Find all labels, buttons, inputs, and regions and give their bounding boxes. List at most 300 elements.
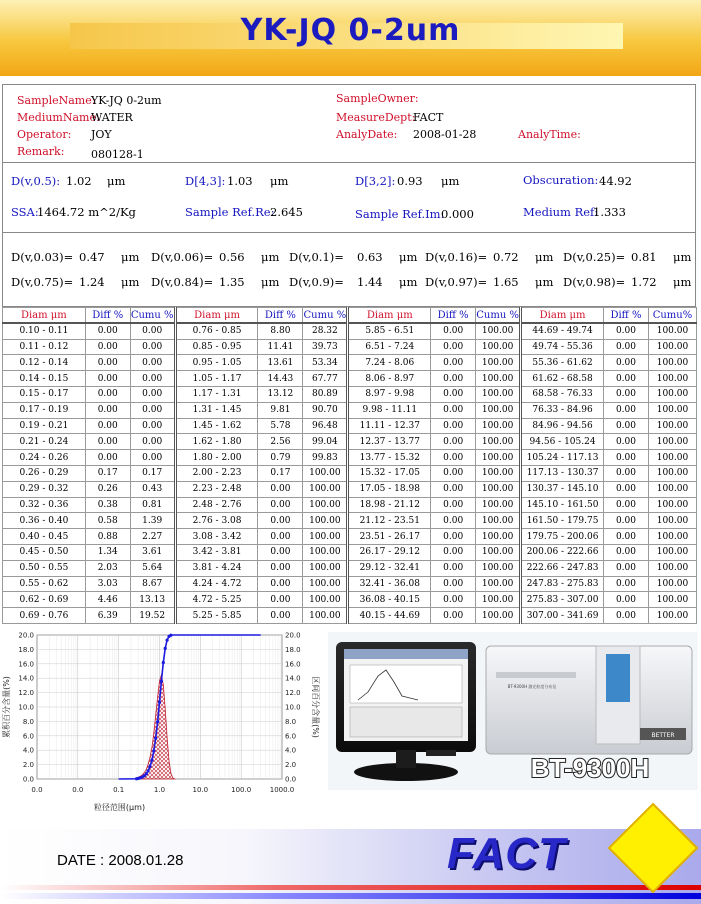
y-tick-label-right: 8.0 [285,717,297,726]
table-cell: 100.00 [303,576,348,592]
table-cell: 7.24 - 8.06 [348,355,431,371]
table-cell: 0.00 [85,418,130,434]
table-cell: 100.00 [648,481,696,497]
table-cell: 161.50 - 179.75 [521,513,604,529]
table-cell: 15.32 - 17.05 [348,465,431,481]
percentile-label: D(v,0.97)= [425,275,488,289]
table-cell: 100.00 [476,465,521,481]
table-cell: 100.00 [476,608,521,624]
remark-label: Remark: [17,145,65,158]
table-cell: 26.17 - 29.12 [348,544,431,560]
table-cell: 0.50 - 0.55 [3,560,86,576]
percentile-unit: μm [535,250,554,264]
cumulative-point [154,737,157,740]
analyzer-illustration [328,632,698,790]
table-cell: 0.00 [258,560,303,576]
table-cell: 105.24 - 117.13 [521,450,604,466]
y-tick-label-right: 14.0 [285,674,301,683]
table-cell: 53.34 [303,355,348,371]
table-cell: 0.62 - 0.69 [3,592,86,608]
table-cell: 0.29 - 0.32 [3,481,86,497]
table-cell: 0.00 [130,355,175,371]
table-cell: 0.00 [85,339,130,355]
percentile-unit: μm [121,250,140,264]
y-tick-label-left: 0.0 [22,775,34,784]
table-cell: 0.69 - 0.76 [3,608,86,624]
y-tick-label-left: 20.0 [18,631,34,640]
table-cell: 3.08 - 3.42 [175,529,258,545]
table-cell: 100.00 [476,576,521,592]
table-cell: 100.00 [476,371,521,387]
table-cell: 0.00 [431,450,476,466]
analy-date-value: 2008-01-28 [413,128,477,141]
table-cell: 0.00 [604,481,649,497]
yellow-diamond-icon [607,802,699,894]
sample-name-label: SampleName: [17,94,96,107]
table-header-row [3,308,697,324]
x-tick-label: 0.1 [113,786,125,794]
table-cell: 0.58 [85,513,130,529]
table-cell: 179.75 - 200.06 [521,529,604,545]
distribution-chart [0,627,320,822]
table-cell: 0.00 [431,513,476,529]
table-cell: 8.80 [258,323,303,339]
table-row [3,529,697,545]
table-cell: 13.77 - 15.32 [348,450,431,466]
percentile-label: D(v,0.75)= [11,275,74,289]
table-cell: 0.00 [258,529,303,545]
table-cell: 0.95 - 1.05 [175,355,258,371]
dv05-value: 1.02 [66,174,92,188]
ref-im-value: 0.000 [441,207,474,221]
cumulative-point [162,661,165,664]
table-cell: 0.00 [130,434,175,450]
table-cell: 4.72 - 5.25 [175,592,258,608]
table-cell: 0.11 - 0.12 [3,339,86,355]
cumulative-point [148,765,151,768]
y-tick-label-left: 18.0 [18,645,34,654]
table-cell: 0.21 - 0.24 [3,434,86,450]
table-cell: 100.00 [476,513,521,529]
table-row [3,339,697,355]
column-header: Diam μm [521,308,604,324]
table-cell: 100.00 [476,560,521,576]
table-cell: 0.00 [258,608,303,624]
x-axis-label: 粒径范围(μm) [93,803,146,812]
table-cell: 0.17 [258,465,303,481]
table-cell: 0.45 - 0.50 [3,544,86,560]
measure-dept-value: FACT [413,111,444,124]
table-cell: 1.34 [85,544,130,560]
table-cell: 0.00 [258,481,303,497]
operator-value: JOY [91,128,112,141]
table-cell: 100.00 [303,544,348,560]
table-cell: 0.00 [431,481,476,497]
percentile-value: 1.72 [631,275,657,289]
table-cell: 0.00 [604,371,649,387]
brand-label: BETTER [651,732,675,739]
analy-time-label: AnalyTime: [518,128,581,141]
table-cell: 100.00 [303,560,348,576]
d32-value: 0.93 [397,174,423,188]
table-cell: 275.83 - 307.00 [521,592,604,608]
table-cell: 200.06 - 222.66 [521,544,604,560]
column-header: Diam μm [348,308,431,324]
table-row [3,434,697,450]
table-cell: 23.51 - 26.17 [348,529,431,545]
medium-ref-label: Medium Ref: [523,205,599,219]
operator-label: Operator: [17,128,72,141]
table-cell: 0.00 [431,339,476,355]
monitor-icon [336,642,476,781]
table-cell: 0.17 [85,465,130,481]
column-header: Diff % [604,308,649,324]
percentile-label: D(v,0.98)= [563,275,626,289]
percentile-value: 0.56 [219,250,245,264]
percentile-unit: μm [261,250,280,264]
ref-re-label: Sample Ref.Re: [185,205,275,219]
table-cell: 13.13 [130,592,175,608]
table-cell: 307.00 - 341.69 [521,608,604,624]
table-cell: 55.36 - 61.62 [521,355,604,371]
table-cell: 100.00 [476,592,521,608]
percentile-label: D(v,0.03)= [11,250,74,264]
column-header: Cumu % [130,308,175,324]
table-cell: 247.83 - 275.83 [521,576,604,592]
percentile-unit: μm [399,275,418,289]
table-cell: 21.12 - 23.51 [348,513,431,529]
table-cell: 145.10 - 161.50 [521,497,604,513]
table-row [3,402,697,418]
table-cell: 0.00 [431,608,476,624]
table-cell: 0.00 [130,386,175,402]
table-cell: 5.64 [130,560,175,576]
table-cell: 100.00 [648,513,696,529]
d32-unit: μm [441,174,460,188]
percentile-value: 1.65 [493,275,519,289]
table-cell: 2.76 - 3.08 [175,513,258,529]
table-cell: 0.00 [130,402,175,418]
table-cell: 0.00 [431,402,476,418]
percentile-unit: μm [673,250,692,264]
d32-label: D[3,2]: [355,174,396,188]
percentile-unit: μm [399,250,418,264]
table-cell: 0.00 [604,592,649,608]
table-cell: 2.56 [258,434,303,450]
y-tick-label-left: 8.0 [22,717,34,726]
table-cell: 2.48 - 2.76 [175,497,258,513]
table-cell: 1.80 - 2.00 [175,450,258,466]
table-cell: 0.00 [431,560,476,576]
table-cell: 0.00 [431,576,476,592]
percentile-unit: μm [673,275,692,289]
model-name: BT-9300H [530,753,650,783]
table-cell: 2.27 [130,529,175,545]
table-cell: 100.00 [648,355,696,371]
table-cell: 9.98 - 11.11 [348,402,431,418]
table-cell: 222.66 - 247.83 [521,560,604,576]
device-panel-label: BT-9300H 激光粒度分布仪 [507,684,557,689]
table-cell: 0.00 [130,323,175,339]
table-cell: 100.00 [476,434,521,450]
table-cell: 11.41 [258,339,303,355]
y-tick-label-left: 10.0 [18,703,34,712]
medium-ref-value: 1.333 [593,205,626,219]
cumulative-point [164,647,167,650]
remark-value: 080128-1 [91,148,144,161]
table-cell: 100.00 [476,323,521,339]
table-row [3,418,697,434]
table-cell: 96.48 [303,418,348,434]
analyzer-device-icon [486,646,692,754]
product-photo [328,632,698,790]
table-cell: 130.37 - 145.10 [521,481,604,497]
table-cell: 100.00 [648,608,696,624]
table-cell: 0.85 - 0.95 [175,339,258,355]
percentile-unit: μm [261,275,280,289]
table-row [3,560,697,576]
table-cell: 100.00 [476,497,521,513]
table-row [3,592,697,608]
table-cell: 100.00 [648,402,696,418]
table-cell: 0.24 - 0.26 [3,450,86,466]
x-tick-label: 1000.0 [269,786,295,794]
percentiles-box [2,232,696,307]
table-cell: 0.40 - 0.45 [3,529,86,545]
report-title: YK-JQ 0-2um [240,13,461,48]
table-cell: 100.00 [648,323,696,339]
table-cell: 100.00 [303,608,348,624]
table-row [3,513,697,529]
table-cell: 100.00 [648,465,696,481]
table-cell: 100.00 [648,544,696,560]
dv05-unit: μm [107,174,126,188]
percentile-value: 1.24 [79,275,105,289]
y-axis-label-right: 区间百分含量(%) [311,676,320,738]
medium-name-value: WATER [91,111,133,124]
table-row [3,544,697,560]
table-cell: 9.81 [258,402,303,418]
table-cell: 14.43 [258,371,303,387]
table-cell: 0.00 [431,434,476,450]
table-cell: 0.00 [85,323,130,339]
column-header: Diff % [85,308,130,324]
table-cell: 0.17 - 0.19 [3,402,86,418]
table-cell: 49.74 - 55.36 [521,339,604,355]
y-tick-label-right: 10.0 [285,703,301,712]
table-cell: 5.25 - 5.85 [175,608,258,624]
y-tick-label-left: 12.0 [18,689,34,698]
percentile-value: 0.81 [631,250,657,264]
table-cell: 0.17 [130,465,175,481]
table-row [3,576,697,592]
table-cell: 94.56 - 105.24 [521,434,604,450]
table-cell: 100.00 [648,576,696,592]
table-cell: 100.00 [476,529,521,545]
table-cell: 100.00 [476,450,521,466]
percentile-unit: μm [535,275,554,289]
table-cell: 0.00 [604,450,649,466]
sample-info-box [2,84,696,163]
y-tick-label-right: 6.0 [285,732,297,741]
table-cell: 11.11 - 12.37 [348,418,431,434]
table-row [3,481,697,497]
footer-date: DATE : 2008.01.28 [57,852,184,869]
header-banner [0,0,701,76]
table-cell: 8.67 [130,576,175,592]
d43-unit: μm [270,174,289,188]
table-cell: 100.00 [648,592,696,608]
table-cell: 1.31 - 1.45 [175,402,258,418]
x-tick-label: 0.0 [31,786,43,794]
table-cell: 100.00 [476,386,521,402]
table-cell: 0.00 [258,592,303,608]
table-cell: 0.00 [431,355,476,371]
table-row [3,323,697,339]
table-cell: 5.85 - 6.51 [348,323,431,339]
table-cell: 0.43 [130,481,175,497]
table-cell: 100.00 [648,497,696,513]
table-cell: 0.00 [431,418,476,434]
sample-name-value: YK-JQ 0-2um [91,94,162,107]
table-cell: 4.24 - 4.72 [175,576,258,592]
table-cell: 100.00 [476,339,521,355]
dv05-label: D(v,0.5): [11,174,61,188]
x-tick-label: 0.0 [72,786,84,794]
table-cell: 0.00 [431,592,476,608]
table-cell: 2.00 - 2.23 [175,465,258,481]
table-cell: 8.97 - 9.98 [348,386,431,402]
table-cell: 1.62 - 1.80 [175,434,258,450]
y-tick-label-right: 12.0 [285,689,301,698]
table-cell: 0.15 - 0.17 [3,386,86,402]
cumulative-point [165,638,168,641]
table-cell: 0.00 [258,497,303,513]
y-tick-label-right: 0.0 [285,775,297,784]
table-cell: 1.17 - 1.31 [175,386,258,402]
table-cell: 0.79 [258,450,303,466]
table-cell: 0.55 - 0.62 [3,576,86,592]
table-cell: 0.00 [604,529,649,545]
cumulative-point [150,758,153,761]
table-cell: 0.00 [85,402,130,418]
cumulative-point [152,749,155,752]
column-header: Diam μm [175,308,258,324]
cumulative-point [146,769,149,772]
medium-name-label: MediumName: [17,111,100,124]
table-cell: 84.96 - 94.56 [521,418,604,434]
table-cell: 0.26 [85,481,130,497]
percentile-value: 1.44 [357,275,383,289]
results-box [2,162,696,233]
measure-dept-label: MeasureDept: [336,111,416,124]
table-cell: 0.00 [604,560,649,576]
table-cell: 0.00 [604,402,649,418]
cumulative-point [169,634,172,637]
table-cell: 0.00 [604,544,649,560]
table-cell: 39.73 [303,339,348,355]
percentile-label: D(v,0.1)= [289,250,344,264]
table-row [3,371,697,387]
y-axis-label-left: 累积百分含量(%) [2,676,11,738]
percentile-label: D(v,0.06)= [151,250,214,264]
table-cell: 0.88 [85,529,130,545]
y-tick-label-right: 2.0 [285,761,297,770]
table-cell: 100.00 [648,371,696,387]
table-cell: 100.00 [476,481,521,497]
table-cell: 100.00 [303,592,348,608]
table-cell: 19.52 [130,608,175,624]
table-cell: 0.32 - 0.36 [3,497,86,513]
y-tick-label-left: 2.0 [22,761,34,770]
table-cell: 0.00 [431,386,476,402]
table-cell: 76.33 - 84.96 [521,402,604,418]
table-cell: 100.00 [648,450,696,466]
table-cell: 100.00 [476,355,521,371]
table-cell: 0.00 [258,576,303,592]
table-row [3,608,697,624]
x-tick-label: 10.0 [192,786,209,794]
obscuration-value: 44.92 [599,174,632,188]
table-row [3,355,697,371]
analy-date-label: AnalyDate: [336,128,398,141]
fact-logo: FACT [447,829,566,878]
table-cell: 0.00 [431,371,476,387]
table-cell: 100.00 [648,560,696,576]
table-cell: 13.61 [258,355,303,371]
table-cell: 3.03 [85,576,130,592]
table-row [3,386,697,402]
table-cell: 100.00 [648,418,696,434]
y-tick-label-right: 16.0 [285,660,301,669]
y-tick-label-right: 20.0 [285,631,301,640]
table-cell: 4.46 [85,592,130,608]
table-cell: 0.00 [130,371,175,387]
table-cell: 0.00 [85,386,130,402]
table-cell: 0.00 [130,339,175,355]
table-cell: 0.00 [130,450,175,466]
table-cell: 0.00 [130,418,175,434]
table-cell: 0.00 [604,465,649,481]
table-cell: 0.00 [258,544,303,560]
percentile-label: D(v,0.16)= [425,250,488,264]
table-cell: 0.00 [604,434,649,450]
percentile-value: 1.35 [219,275,245,289]
table-cell: 80.89 [303,386,348,402]
cumulative-point [156,720,159,723]
table-cell: 40.15 - 44.69 [348,608,431,624]
table-cell: 0.26 - 0.29 [3,465,86,481]
table-cell: 8.06 - 8.97 [348,371,431,387]
table-cell: 0.12 - 0.14 [3,355,86,371]
ref-re-value: 2.645 [270,205,303,219]
table-cell: 0.38 [85,497,130,513]
table-cell: 1.05 - 1.17 [175,371,258,387]
table-cell: 0.00 [85,355,130,371]
sample-owner-label: SampleOwner: [336,92,419,105]
table-cell: 0.00 [85,434,130,450]
table-cell: 0.00 [604,608,649,624]
table-cell: 44.69 - 49.74 [521,323,604,339]
column-header: Diff % [258,308,303,324]
percentile-label: D(v,0.84)= [151,275,214,289]
table-cell: 1.39 [130,513,175,529]
percentile-value: 0.47 [79,250,105,264]
table-cell: 100.00 [303,513,348,529]
cumulative-point [158,701,161,704]
table-cell: 13.12 [258,386,303,402]
table-row [3,465,697,481]
